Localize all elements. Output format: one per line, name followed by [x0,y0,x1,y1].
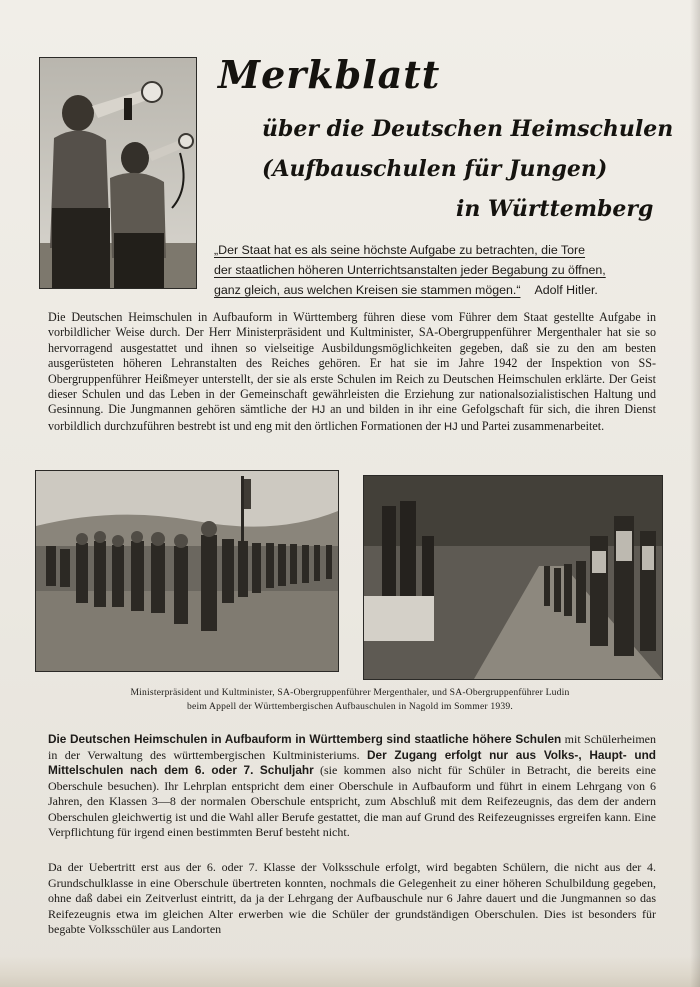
admission-bold-a: Die Deutschen Heimschulen in Aufbauform in Württemberg sind staatliche höhere Schulen [48,732,562,746]
quote-line-1: „Der Staat hat es als seine höchste Aufgabe zu betrachten, die Tore [214,243,586,257]
parade-officials-illustration [36,471,338,671]
admission-text-b: (sie kommen also nicht für Schüler in Betracht, die bereits eine Oberschule besuchen). Ihr Lehrplan entspricht dem einer Oberschule in Aufbauform und führt in einem Lehrgang von 6 Jahren, den Klassen 3—8 der normalen Oberschule entspricht, zum Abschluß mit dem Reifezeugnis, das dem der andern Oberschulen gleichwertig ist und die Wahl aller Berufe gestattet, die man auf Grund des Reifezeugnisses ergreifen kann. Eine Verpflichtung für irgend einen bestimmten Beruf besteht nicht. [48,763,657,839]
admission-paragraph [48,732,656,841]
subtitle-line-1: über die Deutschen Heimschulen [262,116,674,142]
caption-line-2: beim Appell der Württembergischen Aufbauschulen in Nagold im Sommer 1939. [187,701,513,712]
photo-caption [40,686,660,714]
subtitle-line-2: (Aufbauschulen für Jungen) [262,156,608,182]
admission-bold-b: Der Zugang erfolgt nur aus Volks-, Haupt- und Mittelschulen nach dem 6. oder 7. Schuljahr [48,747,656,777]
intro-hj-1: HJ [311,404,326,417]
marching-column-illustration [364,476,662,679]
document-title: Merkblatt [218,52,441,97]
admission-text-a: mit Schülerheimen in der Verwaltung des württembergischen Kultministeriums. [48,732,657,762]
trumpeters-photo [39,57,197,289]
epigraph-quote [214,240,664,300]
intro-text-b: an und bilden in ihr eine Gefolgschaft für sich, die ihren Dienst vorbildlich durchzuführen bestrebt ist und eng mit den örtlichen Formationen der [48,402,656,433]
caption-line-1: Ministerpräsident und Kultminister, SA-Obergruppenführer Mergenthaler, und SA-Obergruppenführer Ludin [130,687,570,698]
subtitle-line-3: in Württemberg [456,196,654,222]
marching-column-photo [363,475,663,680]
trumpeters-illustration [40,58,196,288]
intro-hj-2: HJ [443,420,458,433]
page-fold-shadow [0,955,700,987]
page-edge-shadow [690,0,700,987]
intro-paragraph [48,310,656,435]
quote-line-3: ganz gleich, aus welchen Kreisen sie stammen mögen.“ [214,283,521,297]
quote-line-2: der staatlichen höheren Unterrichtsanstalten jeder Begabung zu öffnen, [214,263,606,277]
parade-officials-photo [35,470,339,672]
intro-text-a: Die Deutschen Heimschulen in Aufbauform in Württemberg führen diese vom Führer dem Staat gestellte Aufgabe in vorbildlicher Weise durch. Der Herr Ministerpräsident und Kultminister, SA-Obergruppenführer Mergenthaler hat sie so hervorragend ausgestattet und ihnen so vielseitige Ausbildungsmöglichkeiten gegeben, daß sie zu den am besten ausgerüsteten höheren Lehranstalten des Reiches gehören. Er hat sie im Jahre 1942 der Inspektion von SS-Obergruppenführer Heißmeyer unterstellt, der sie als erste Schulen im Reich zu Deutschen Heimschulen erklärte. Der Geist dieser Schulen und das Leben in der Gemeinschaft gewährleisten die Erziehung zur nationalsozialistischen Haltung und Gesinnung. Die Jungmannen gehören sämtliche der [48,310,656,417]
transfer-paragraph: Da der Uebertritt erst aus der 6. oder 7. Klasse der Volksschule erfolgt, wird begabten Schülern, die nicht aus der 4. Grundschulklasse in eine Oberschule übertreten konnten, nochmals die Gelegenheit zu einer höheren Schulbildung gegeben, ohne daß dabei ein Zeitverlust eintritt, da ja der Lehrgang der Aufbauschule nur 6 Jahre dauert und die Jungmannen so das Reifezeugnis etwa im gleichen Alter erwerben wie die Schüler der grundständigen Oberschulen. Dies ist besonders für begabte Volksschüler aus Landorten [48,860,656,936]
intro-text-c: und Partei zusammenarbeitet. [457,418,605,433]
quote-author: Adolf Hitler. [534,283,598,297]
